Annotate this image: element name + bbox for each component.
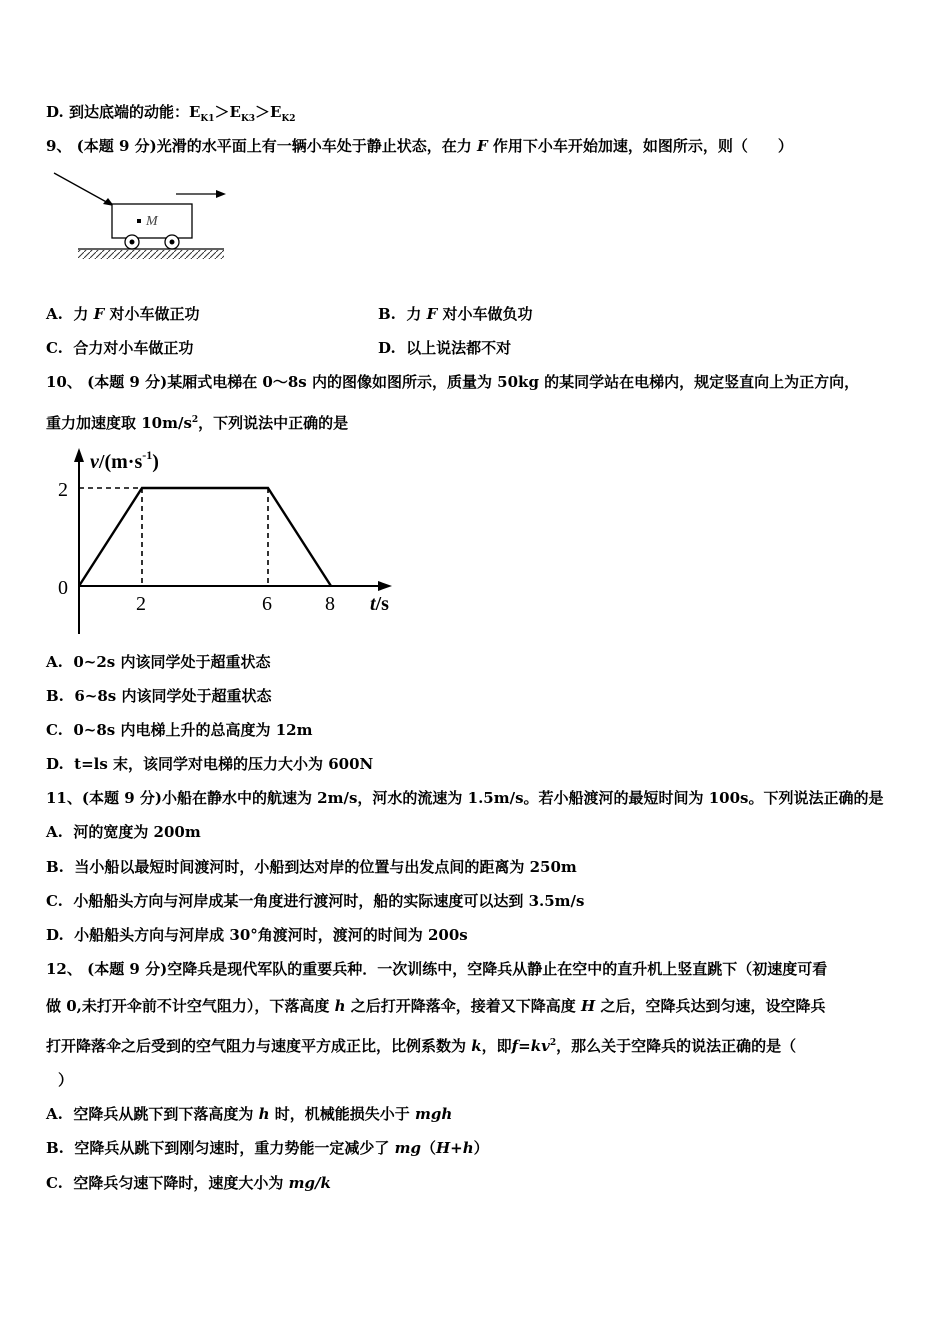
q9-force-arrow [54,173,110,204]
chart-origin-label: 0 [58,577,68,599]
chart-y-label: $v/(m\cdot s^{-1})$ [90,448,159,473]
chart-x-arrow [378,581,392,591]
chart-x-label: t/s [370,593,389,615]
q12-option-c: C. 空降兵匀速下降时，速度大小为 mg/k [46,1174,331,1192]
q10-option-d: D. t=ls 末，该同学对电梯的压力大小为 600N [46,755,374,773]
q12-stem-line3: 打开降落伞之后受到的空气阻力与速度平方成正比，比例系数为 k，即$f=kv^2$，那么关于空降兵的说法正确的是（ [46,1037,797,1055]
chart-x-tick-6: 6 [262,593,272,615]
q11-option-b: B. 当小船以最短时间渡河时，小船到达对岸的位置与出发点间的距离为 250m [46,858,577,876]
q10-option-c: C. 0~8s 内电梯上升的总高度为 12m [46,721,313,739]
q12-stem-line2: 做 0,未打开伞前不计空气阻力），下落高度 h 之后打开降落伞，接着又下降高度 H 之后，空降兵达到匀速，设空降兵 [46,997,826,1015]
q11-option-c: C. 小船船头方向与河岸成某一角度进行渡河时，船的实际速度可以达到 3.5m/s [46,892,585,910]
q11-option-d: D. 小船船头方向与河岸成 30°角渡河时，渡河的时间为 200s [46,926,468,944]
chart-x-tick-2: 2 [136,593,146,615]
q9-mass-label: M [146,214,158,229]
q9-option-c: C. 合力对小车做正功 [46,339,194,357]
q11-option-a: A. 河的宽度为 200m [46,823,201,841]
q9-option-d: D. 以上说法都不对 [378,339,512,357]
q10-stem-line2: 重力加速度取 $10m/s^2$，下列说法中正确的是 [46,414,349,432]
q8-option-d: D. 到达底端的动能：$E_{K1}>E_{K3}>E_{K2}$ [46,103,296,124]
chart-x-tick-8: 8 [325,593,335,615]
q10-option-a: A. 0~2s 内该同学处于超重状态 [46,653,271,671]
q12-stem-line1: 12、 (本题 9 分)空降兵是现代军队的重要兵种．一次训练中，空降兵从静止在空中的直升机上竖直跳下（初速度可看 [46,960,828,978]
q9-option-a: A. 力 F 对小车做正功 [46,305,200,323]
q12-option-a: A. 空降兵从跳下到下落高度为 h 时，机械能损失小于 mgh [46,1105,453,1123]
q12-stem-line4: ） [58,1071,74,1089]
q9-option-b: B. 力 F 对小车做负功 [378,305,533,323]
chart-series-line [79,488,331,586]
q10-option-b: B. 6~8s 内该同学处于超重状态 [46,687,272,705]
chart-y-arrow [74,448,84,462]
q9-stem: 9、 (本题 9 分)光滑的水平面上有一辆小车处于静止状态，在力 F 作用下小车开始加速，如图所示，则（ ） [46,137,793,155]
q12-option-b: B. 空降兵从跳下到刚匀速时，重力势能一定减少了 mg（H+h） [46,1139,489,1157]
q11-stem: 11、(本题 9 分)小船在静水中的航速为 2m/s，河水的流速为 1.5m/s。若小船渡河的最短时间为 100s。下列说法正确的是 [46,789,884,807]
q10-vt-chart [48,446,408,636]
q10-stem-line1: 10、 (本题 9 分)某厢式电梯在 0～8s 内的图像如图所示，质量为 50kg 的某同学站在电梯内，规定竖直向上为正方向， [46,373,860,391]
q9-cart-figure [48,168,238,268]
chart-y-tick-2: 2 [58,479,68,501]
